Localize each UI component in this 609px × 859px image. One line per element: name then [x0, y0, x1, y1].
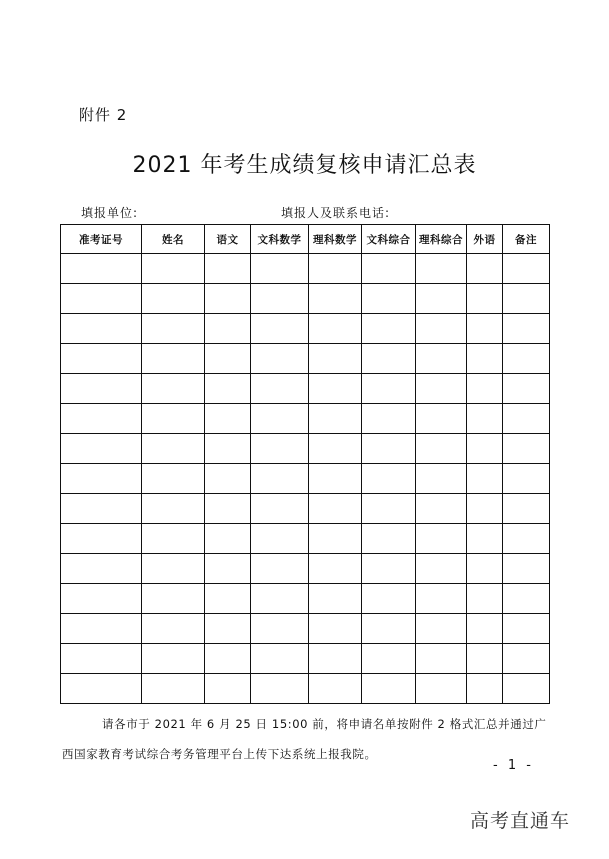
table-cell: [205, 554, 251, 584]
table-cell: [61, 374, 142, 404]
table-cell: [416, 284, 467, 314]
table-cell: [467, 614, 503, 644]
table-body: [61, 254, 550, 704]
table-cell: [61, 614, 142, 644]
table-cell: [416, 314, 467, 344]
table-cell: [142, 464, 205, 494]
table-cell: [503, 614, 550, 644]
table-cell: [205, 644, 251, 674]
document-title: 2021 年考生成绩复核申请汇总表: [132, 153, 477, 178]
attachment-label: 附件 2: [79, 106, 128, 124]
table-cell: [205, 674, 251, 704]
table-cell: [142, 524, 205, 554]
column-header-arts-comprehensive: 文科综合: [362, 225, 416, 254]
table-cell: [503, 374, 550, 404]
table-cell: [142, 374, 205, 404]
table-cell: [309, 524, 362, 554]
table-cell: [251, 524, 309, 554]
table-cell: [362, 494, 416, 524]
table-cell: [503, 434, 550, 464]
table-cell: [205, 374, 251, 404]
table-cell: [416, 584, 467, 614]
table-cell: [503, 674, 550, 704]
table-cell: [205, 254, 251, 284]
table-cell: [362, 314, 416, 344]
table-cell: [205, 524, 251, 554]
table-cell: [503, 254, 550, 284]
table-cell: [205, 404, 251, 434]
table-cell: [503, 404, 550, 434]
column-header-foreign-language: 外语: [467, 225, 503, 254]
table-cell: [467, 464, 503, 494]
table-cell: [142, 314, 205, 344]
table-cell: [362, 524, 416, 554]
table-cell: [61, 494, 142, 524]
table-cell: [503, 584, 550, 614]
table-cell: [416, 434, 467, 464]
table-cell: [61, 584, 142, 614]
table-cell: [142, 614, 205, 644]
table-cell: [362, 584, 416, 614]
table-cell: [503, 284, 550, 314]
table-cell: [251, 314, 309, 344]
table-cell: [362, 374, 416, 404]
table-cell: [416, 644, 467, 674]
table-cell: [61, 434, 142, 464]
table-cell: [309, 614, 362, 644]
table-cell: [362, 614, 416, 644]
table-cell: [309, 674, 362, 704]
table-cell: [467, 254, 503, 284]
column-header-exam-id: 准考证号: [61, 225, 142, 254]
table-cell: [205, 614, 251, 644]
table-cell: [467, 674, 503, 704]
column-header-remarks: 备注: [503, 225, 550, 254]
contact-person-label: 填报人及联系电话:: [281, 206, 391, 220]
table-cell: [142, 554, 205, 584]
table-row: [61, 404, 550, 434]
table-cell: [251, 434, 309, 464]
table-cell: [61, 404, 142, 434]
table-cell: [205, 584, 251, 614]
column-header-chinese: 语文: [205, 225, 251, 254]
table-cell: [251, 644, 309, 674]
table-cell: [251, 404, 309, 434]
table-cell: [362, 404, 416, 434]
table-cell: [416, 494, 467, 524]
table-cell: [309, 644, 362, 674]
table-cell: [362, 344, 416, 374]
table-cell: [205, 314, 251, 344]
table-cell: [61, 254, 142, 284]
table-cell: [503, 344, 550, 374]
table-cell: [416, 674, 467, 704]
table-cell: [251, 254, 309, 284]
table-cell: [61, 674, 142, 704]
table-cell: [251, 374, 309, 404]
table-cell: [205, 284, 251, 314]
table-row: [61, 494, 550, 524]
table-cell: [416, 344, 467, 374]
page-number: - 1 -: [493, 758, 534, 773]
table-cell: [467, 524, 503, 554]
table-row: [61, 614, 550, 644]
table-cell: [61, 344, 142, 374]
table-cell: [309, 254, 362, 284]
table-cell: [362, 674, 416, 704]
table-row: [61, 254, 550, 284]
table-cell: [503, 644, 550, 674]
table-cell: [416, 524, 467, 554]
table-cell: [467, 434, 503, 464]
table-cell: [251, 494, 309, 524]
table-cell: [61, 284, 142, 314]
table-cell: [309, 284, 362, 314]
watermark: 高考直通车: [470, 810, 571, 832]
table-row: [61, 284, 550, 314]
column-header-science-comprehensive: 理科综合: [416, 225, 467, 254]
table-cell: [362, 434, 416, 464]
table-cell: [309, 554, 362, 584]
table-cell: [205, 344, 251, 374]
table-cell: [416, 404, 467, 434]
table-cell: [251, 674, 309, 704]
table-cell: [467, 404, 503, 434]
table-row: [61, 374, 550, 404]
table-cell: [61, 464, 142, 494]
table-cell: [503, 554, 550, 584]
table-cell: [61, 644, 142, 674]
table-cell: [61, 524, 142, 554]
table-cell: [142, 644, 205, 674]
table-cell: [467, 554, 503, 584]
summary-table: [60, 224, 550, 704]
table-cell: [309, 584, 362, 614]
table-cell: [416, 254, 467, 284]
table-cell: [467, 644, 503, 674]
table-cell: [467, 374, 503, 404]
table-cell: [467, 314, 503, 344]
table-cell: [416, 464, 467, 494]
table-row: [61, 344, 550, 374]
table-row: [61, 524, 550, 554]
table-cell: [251, 464, 309, 494]
table-cell: [467, 584, 503, 614]
table-cell: [362, 554, 416, 584]
table-row: [61, 674, 550, 704]
table-cell: [142, 284, 205, 314]
table-cell: [142, 344, 205, 374]
table-cell: [362, 464, 416, 494]
table-cell: [416, 614, 467, 644]
table-cell: [503, 314, 550, 344]
table-cell: [205, 434, 251, 464]
table-row: [61, 584, 550, 614]
table-cell: [251, 554, 309, 584]
table-cell: [416, 374, 467, 404]
column-header-science-math: 理科数学: [309, 225, 362, 254]
table-cell: [205, 494, 251, 524]
table-cell: [467, 344, 503, 374]
table-row: [61, 434, 550, 464]
table-cell: [309, 374, 362, 404]
table-cell: [309, 494, 362, 524]
table-cell: [467, 494, 503, 524]
table-cell: [467, 284, 503, 314]
table-cell: [503, 494, 550, 524]
table-row: [61, 314, 550, 344]
reporting-unit-label: 填报单位:: [81, 206, 139, 220]
table-cell: [142, 494, 205, 524]
table-cell: [503, 524, 550, 554]
table-cell: [251, 614, 309, 644]
table-cell: [416, 554, 467, 584]
table-cell: [142, 674, 205, 704]
table-cell: [503, 464, 550, 494]
column-header-name: 姓名: [142, 225, 205, 254]
table-cell: [309, 344, 362, 374]
table-row: [61, 644, 550, 674]
table-cell: [61, 554, 142, 584]
column-header-arts-math: 文科数学: [251, 225, 309, 254]
table-cell: [309, 434, 362, 464]
table-row: [61, 554, 550, 584]
table-cell: [251, 584, 309, 614]
table-cell: [142, 254, 205, 284]
header-row: [61, 225, 550, 254]
table-cell: [61, 314, 142, 344]
submission-instructions: 请各市于 2021 年 6 月 25 日 15:00 前，将申请名单按附件 2 格式汇总并通过广西国家教育考试综合考务管理平台上传下达系统上报我院。: [62, 717, 547, 761]
table-row: [61, 464, 550, 494]
table-cell: [362, 284, 416, 314]
table-cell: [142, 584, 205, 614]
table-cell: [309, 404, 362, 434]
table-cell: [309, 464, 362, 494]
table-cell: [142, 404, 205, 434]
table-cell: [142, 434, 205, 464]
table-cell: [362, 254, 416, 284]
table-cell: [362, 644, 416, 674]
table-cell: [251, 284, 309, 314]
table-cell: [251, 344, 309, 374]
table-cell: [205, 464, 251, 494]
table-cell: [309, 314, 362, 344]
